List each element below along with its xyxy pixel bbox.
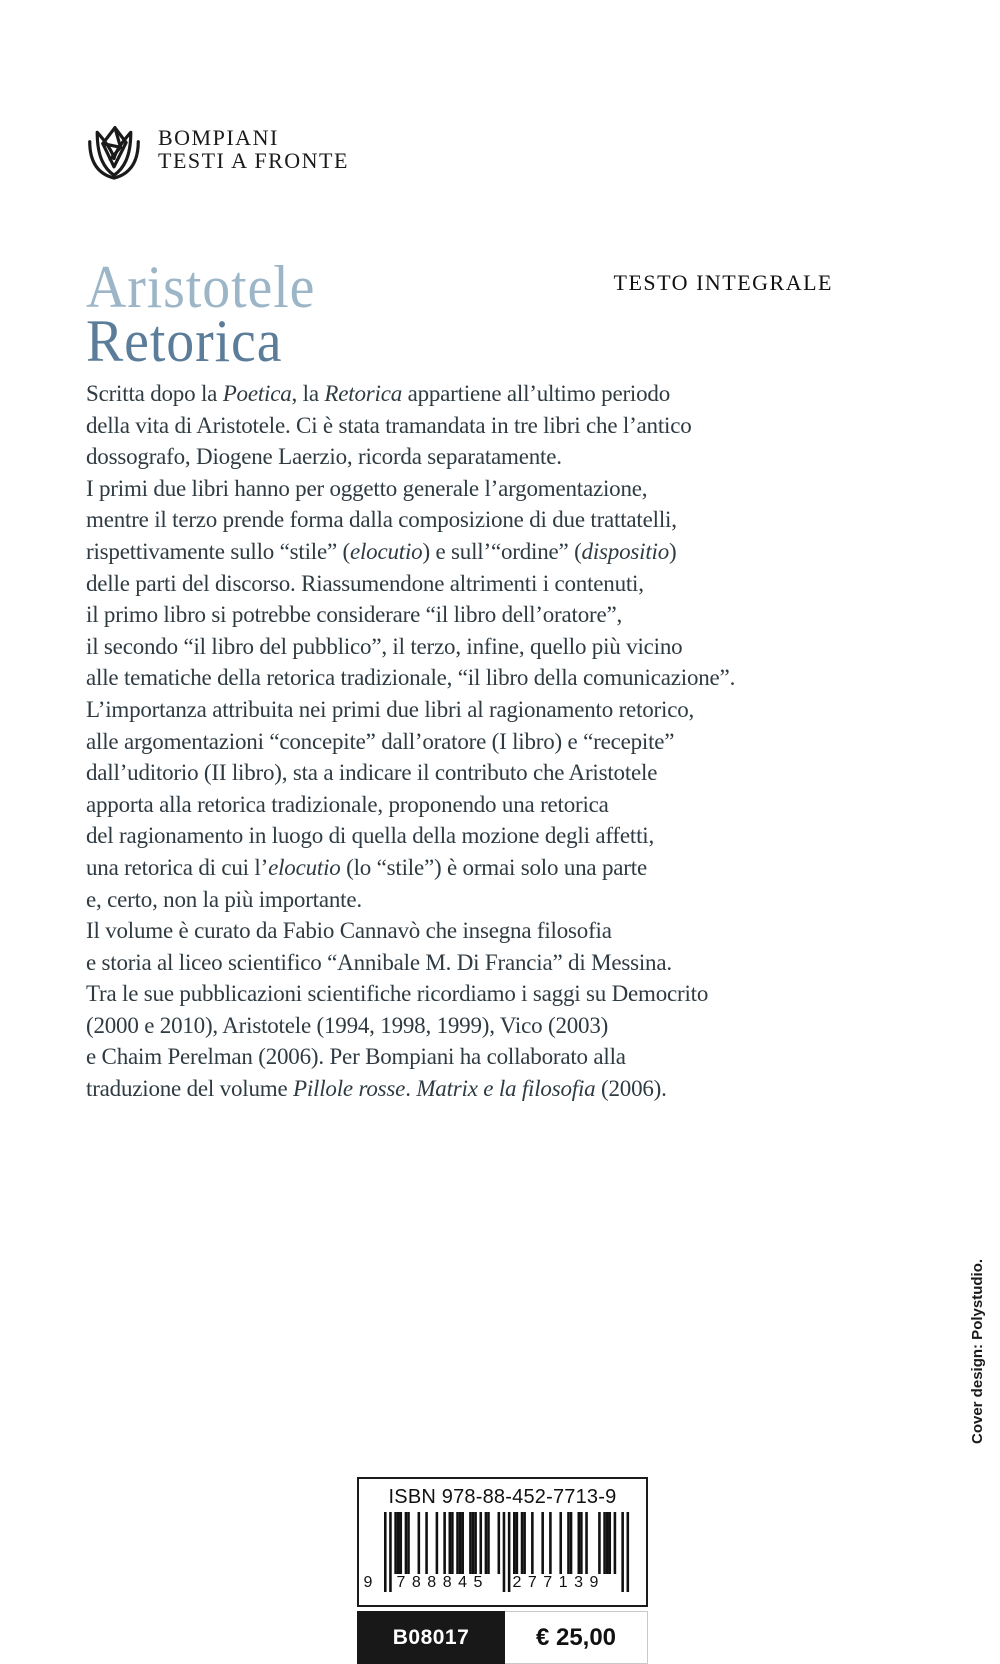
- body-line: e storia al liceo scientifico “Annibale M. Di Francia” di Messina.: [86, 949, 672, 975]
- body-line: traduzione del volume Pillole rosse. Matrix e la filosofia (2006).: [86, 1076, 667, 1102]
- publisher-logo: [86, 120, 349, 182]
- body-line: della vita di Aristotele. Ci è stata tramandata in tre libri che l’antico: [86, 412, 692, 438]
- body-line: il secondo “il libro del pubblico”, il terzo, infine, quello più vicino: [86, 633, 683, 659]
- ean-digit-group1: 788845: [395, 1574, 495, 1592]
- bompiani-flower-icon: [86, 120, 142, 182]
- book-title: Retorica: [86, 308, 283, 374]
- body-line: mentre il terzo prende forma dalla composizione di due trattatelli,: [86, 507, 677, 533]
- body-line: Il volume è curato da Fabio Cannavò che insegna filosofia: [86, 918, 612, 944]
- ean-digit-lead: 9: [363, 1574, 373, 1591]
- body-line: una retorica di cui l’elocutio (lo “stile”) è ormai solo una parte: [86, 854, 647, 880]
- body-line: L’importanza attribuita nei primi due libri al ragionamento retorico,: [86, 696, 695, 722]
- body-line: e, certo, non la più importante.: [86, 886, 362, 912]
- body-line: alle tematiche della retorica tradizionale, “il libro della comunicazione”.: [86, 665, 736, 691]
- body-line: apporta alla retorica tradizionale, proponendo una retorica: [86, 791, 609, 817]
- isbn-label: ISBN 978-88-452-7713-9: [388, 1486, 617, 1508]
- edition-label: TESTO INTEGRALE: [613, 270, 833, 295]
- back-cover-blurb: [86, 378, 946, 1105]
- ean13-barcode: [363, 1512, 630, 1596]
- catalog-code: B08017: [357, 1611, 505, 1664]
- body-line: dossografo, Diogene Laerzio, ricorda separatamente.: [86, 444, 562, 470]
- body-line: delle parti del discorso. Riassumendone altrimenti i contenuti,: [86, 570, 644, 596]
- body-line: e Chaim Perelman (2006). Per Bompiani ha collaborato alla: [86, 1044, 626, 1070]
- body-line: il primo libro si potrebbe considerare “il libro dell’oratore”,: [86, 602, 623, 628]
- publisher-series: TESTI A FRONTE: [158, 148, 349, 173]
- publisher-name-block: [158, 126, 349, 172]
- price: € 25,00: [505, 1611, 648, 1664]
- price-strip: [357, 1611, 648, 1664]
- publisher-name: BOMPIANI: [158, 125, 279, 150]
- body-line: alle argomentazioni “concepite” dall’oratore (I libro) e “recepite”: [86, 728, 675, 754]
- isbn-box: [357, 1477, 648, 1607]
- author-name: Aristotele: [86, 254, 316, 320]
- body-line: dall’uditorio (II libro), sta a indicare il contributo che Aristotele: [86, 760, 658, 786]
- body-line: Scritta dopo la Poetica, la Retorica appartiene all’ultimo periodo: [86, 381, 671, 406]
- body-line: del ragionamento in luogo di quella della mozione degli affetti,: [86, 823, 654, 849]
- cover-design-credit: Cover design: Polystudio.: [969, 1258, 986, 1444]
- body-line: (2000 e 2010), Aristotele (1994, 1998, 1999), Vico (2003): [86, 1012, 609, 1038]
- body-line: I primi due libri hanno per oggetto generale l’argomentazione,: [86, 475, 648, 501]
- ean-digit-group2: 277139: [511, 1574, 611, 1592]
- body-line: rispettivamente sullo “stile” (elocutio) e sull’“ordine” (dispositio): [86, 538, 677, 564]
- body-line: Tra le sue pubblicazioni scientifiche ricordiamo i saggi su Democrito: [86, 981, 709, 1007]
